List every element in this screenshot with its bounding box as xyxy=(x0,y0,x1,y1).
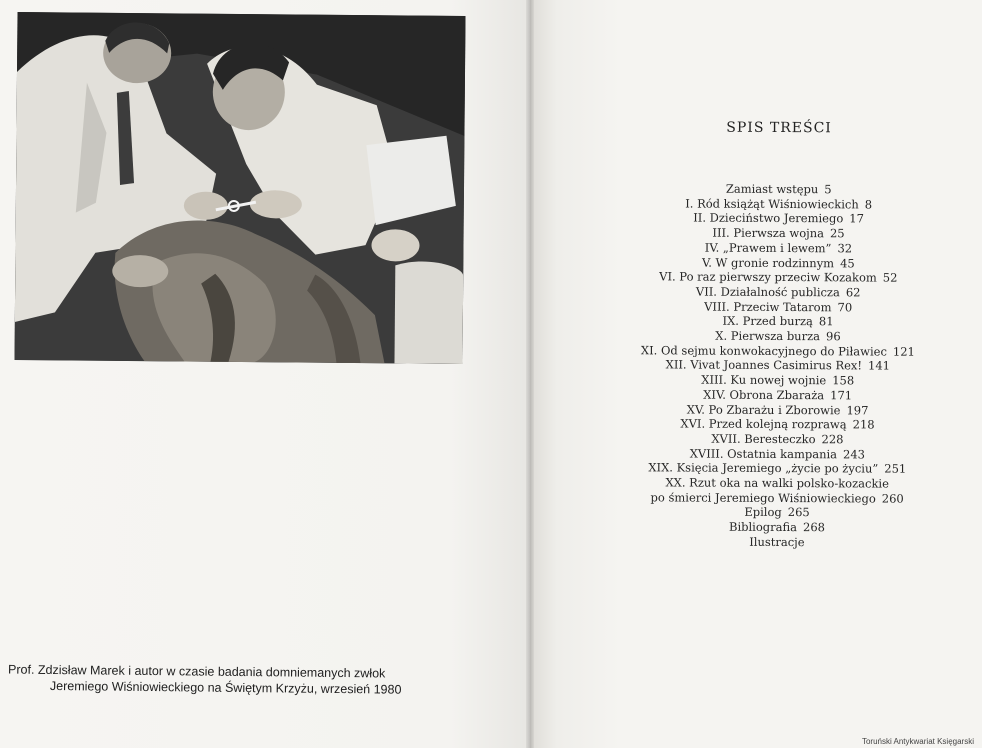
toc-entry-title: Epilog xyxy=(744,505,782,520)
toc-entry-page: 243 xyxy=(843,446,866,462)
toc-entry xyxy=(623,196,935,212)
toc-entry-page: 81 xyxy=(818,314,834,329)
toc-entry-title: XIV. Obrona Zbaraża xyxy=(703,387,825,403)
toc-entry xyxy=(622,328,934,344)
toc-title: SPIS TREŚCI xyxy=(726,119,832,137)
photograph xyxy=(14,12,465,364)
toc-entry-title: IX. Przed burzą xyxy=(722,314,813,329)
toc-entry xyxy=(622,225,934,241)
toc-entry xyxy=(621,416,933,432)
toc-entry xyxy=(622,402,934,418)
toc-entry xyxy=(621,490,933,506)
toc-entry-page: 158 xyxy=(832,373,855,388)
toc-entry xyxy=(622,240,934,256)
toc-entry-page: 25 xyxy=(829,226,845,241)
toc-entry xyxy=(621,475,933,491)
toc-entry-page: 32 xyxy=(837,241,853,256)
toc-entry-title: Ilustracje xyxy=(749,534,805,550)
toc-entry-title: I. Ród książąt Wiśniowieckich xyxy=(685,196,859,212)
toc-entry-page: 52 xyxy=(882,270,898,285)
toc-entry-title: VIII. Przeciw Tatarom xyxy=(704,299,832,314)
toc-entry-title: Zamiast wstępu xyxy=(725,181,819,197)
toc-entry-page: 171 xyxy=(830,388,853,403)
toc-entry-title: XVII. Beresteczko xyxy=(711,431,816,447)
toc-entry-title: IV. „Prawem i lewem” xyxy=(704,240,832,256)
table-of-contents xyxy=(621,119,935,550)
toc-entry xyxy=(622,314,934,330)
toc-entry xyxy=(621,461,933,477)
toc-entry xyxy=(621,534,933,550)
toc-entry-page: 141 xyxy=(868,358,891,374)
photograph-icon xyxy=(14,12,465,364)
toc-entry xyxy=(622,372,934,388)
toc-entry-page: 121 xyxy=(892,344,915,359)
toc-entry-page: 260 xyxy=(881,491,904,506)
toc-entry-page: 268 xyxy=(802,520,826,535)
toc-entry xyxy=(622,269,934,285)
toc-entry xyxy=(621,431,933,447)
watermark: Toruński Antykwariat Księgarski xyxy=(861,737,974,746)
photo-caption xyxy=(8,662,478,699)
toc-entry-page: 45 xyxy=(840,255,855,270)
toc-entry-title: XX. Rzut oka na walki polsko-kozackie xyxy=(665,475,889,491)
toc-entry-page: 197 xyxy=(846,402,869,418)
toc-entry-title: XV. Po Zbarażu i Zborowie xyxy=(686,402,841,417)
toc-entry-page: 265 xyxy=(787,505,810,520)
caption-line-1: Prof. Zdzisław Marek i autor w czasie badania domniemanych zwłok xyxy=(8,662,386,681)
toc-entry xyxy=(622,387,934,403)
toc-entry xyxy=(623,211,935,227)
toc-entry xyxy=(621,446,933,462)
toc-entry xyxy=(622,358,934,374)
toc-entry-title: VI. Po raz pierwszy przeciw Kozakom xyxy=(659,269,877,285)
book-gutter xyxy=(526,0,534,748)
toc-entry xyxy=(621,519,933,535)
toc-entry-page: 96 xyxy=(825,329,841,344)
toc-entry-title: XVIII. Ostatnia kampania xyxy=(689,446,838,461)
toc-entry xyxy=(622,299,934,315)
toc-entry xyxy=(623,181,935,197)
toc-entry-page: 5 xyxy=(824,182,832,197)
toc-entry-page: 228 xyxy=(821,432,844,447)
toc-entry-page: 17 xyxy=(849,211,864,226)
toc-entry xyxy=(622,284,934,300)
toc-entry-title: XIX. Księcia Jeremiego „życie po życiu” xyxy=(648,460,879,476)
toc-entry-title: III. Pierwsza wojna xyxy=(712,225,825,241)
toc-entry-page: 218 xyxy=(852,417,875,432)
toc-entry-title: po śmierci Jeremiego Wiśniowieckiego xyxy=(650,490,876,506)
toc-entry-title: II. Dzieciństwo Jeremiego xyxy=(693,210,844,226)
toc-entry-title: XVI. Przed kolejną rozprawą xyxy=(680,416,847,432)
toc-entry xyxy=(621,505,933,521)
toc-list xyxy=(621,181,935,550)
toc-entry-page: 62 xyxy=(845,285,861,300)
toc-entry-title: VII. Działalność publicza xyxy=(695,284,840,300)
toc-entry-page: 251 xyxy=(884,461,907,477)
caption-line-2: Jeremiego Wiśniowieckiego na Świętym Krzyżu, wrzesień 1980 xyxy=(49,678,402,697)
toc-entry xyxy=(622,343,934,359)
toc-entry-page: 8 xyxy=(864,197,873,212)
toc-entry-title: V. W gronie rodzinnym xyxy=(701,255,835,270)
toc-entry-title: XI. Od sejmu konwokacyjnego do Piławiec xyxy=(640,343,887,359)
toc-entry xyxy=(622,255,934,271)
toc-entry-page: 70 xyxy=(837,299,853,315)
toc-entry-title: XII. Vivat Joannes Casimirus Rex! xyxy=(665,357,863,373)
toc-entry-title: XIII. Ku nowej wojnie xyxy=(701,372,827,388)
toc-entry-title: Bibliografia xyxy=(728,519,798,535)
toc-entry-title: X. Pierwsza burza xyxy=(715,328,821,344)
